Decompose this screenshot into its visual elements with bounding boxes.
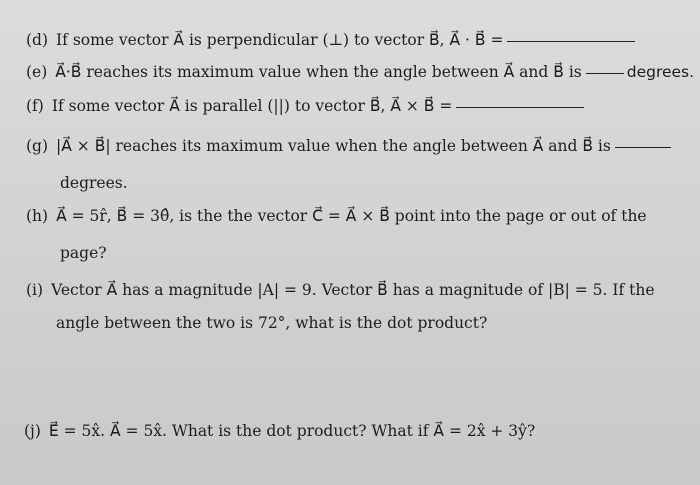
question-i-label: (i) bbox=[26, 281, 44, 299]
question-g bbox=[26, 136, 671, 156]
question-h-label: (h) bbox=[26, 207, 49, 225]
question-f bbox=[26, 96, 584, 116]
answer-blank-e[interactable] bbox=[586, 73, 624, 74]
question-j-text: E⃗ = 5x̂. A⃗ = 5x̂. What is the dot product? What if A⃗ = 2x̂ + 3ŷ? bbox=[48, 422, 536, 440]
question-i bbox=[26, 280, 655, 300]
question-h bbox=[26, 206, 647, 226]
question-j-label: (j) bbox=[24, 422, 41, 440]
answer-blank-f[interactable] bbox=[456, 107, 584, 108]
question-e-text: A⃗·B⃗ reaches its maximum value when the angle between A⃗ and B⃗ is bbox=[55, 63, 582, 81]
question-f-label: (f) bbox=[26, 97, 44, 115]
question-i-continued: angle between the two is 72°, what is the dot product? bbox=[56, 314, 488, 332]
answer-blank-d[interactable] bbox=[507, 41, 635, 42]
question-g-continued: degrees. bbox=[60, 174, 128, 192]
question-g-text: |A⃗ × B⃗| reaches its maximum value when the angle between A⃗ and B⃗ is bbox=[56, 137, 611, 155]
question-e-unit: degrees. bbox=[626, 63, 695, 81]
question-d bbox=[26, 30, 635, 50]
question-f-text: If some vector A⃗ is parallel (||) to vector B⃗, A⃗ × B⃗ = bbox=[51, 97, 453, 115]
question-h-text: A⃗ = 5r̂, B⃗ = 3θ̂, is the the vector C⃗ = A⃗ × B⃗ point into the page or out of the bbox=[56, 207, 647, 225]
answer-blank-g[interactable] bbox=[615, 147, 671, 148]
question-i-text: Vector A⃗ has a magnitude |A| = 9. Vector B⃗ has a magnitude of |B| = 5. If the bbox=[51, 281, 655, 299]
question-h-continued: page? bbox=[60, 244, 107, 262]
question-g-label: (g) bbox=[26, 137, 49, 155]
question-e-label: (e) bbox=[26, 63, 48, 81]
question-d-text: If some vector A⃗ is perpendicular (⊥) to vector B⃗, A⃗ · B⃗ = bbox=[56, 31, 504, 49]
question-d-label: (d) bbox=[26, 31, 49, 49]
question-e bbox=[26, 62, 694, 82]
question-j bbox=[24, 421, 535, 441]
